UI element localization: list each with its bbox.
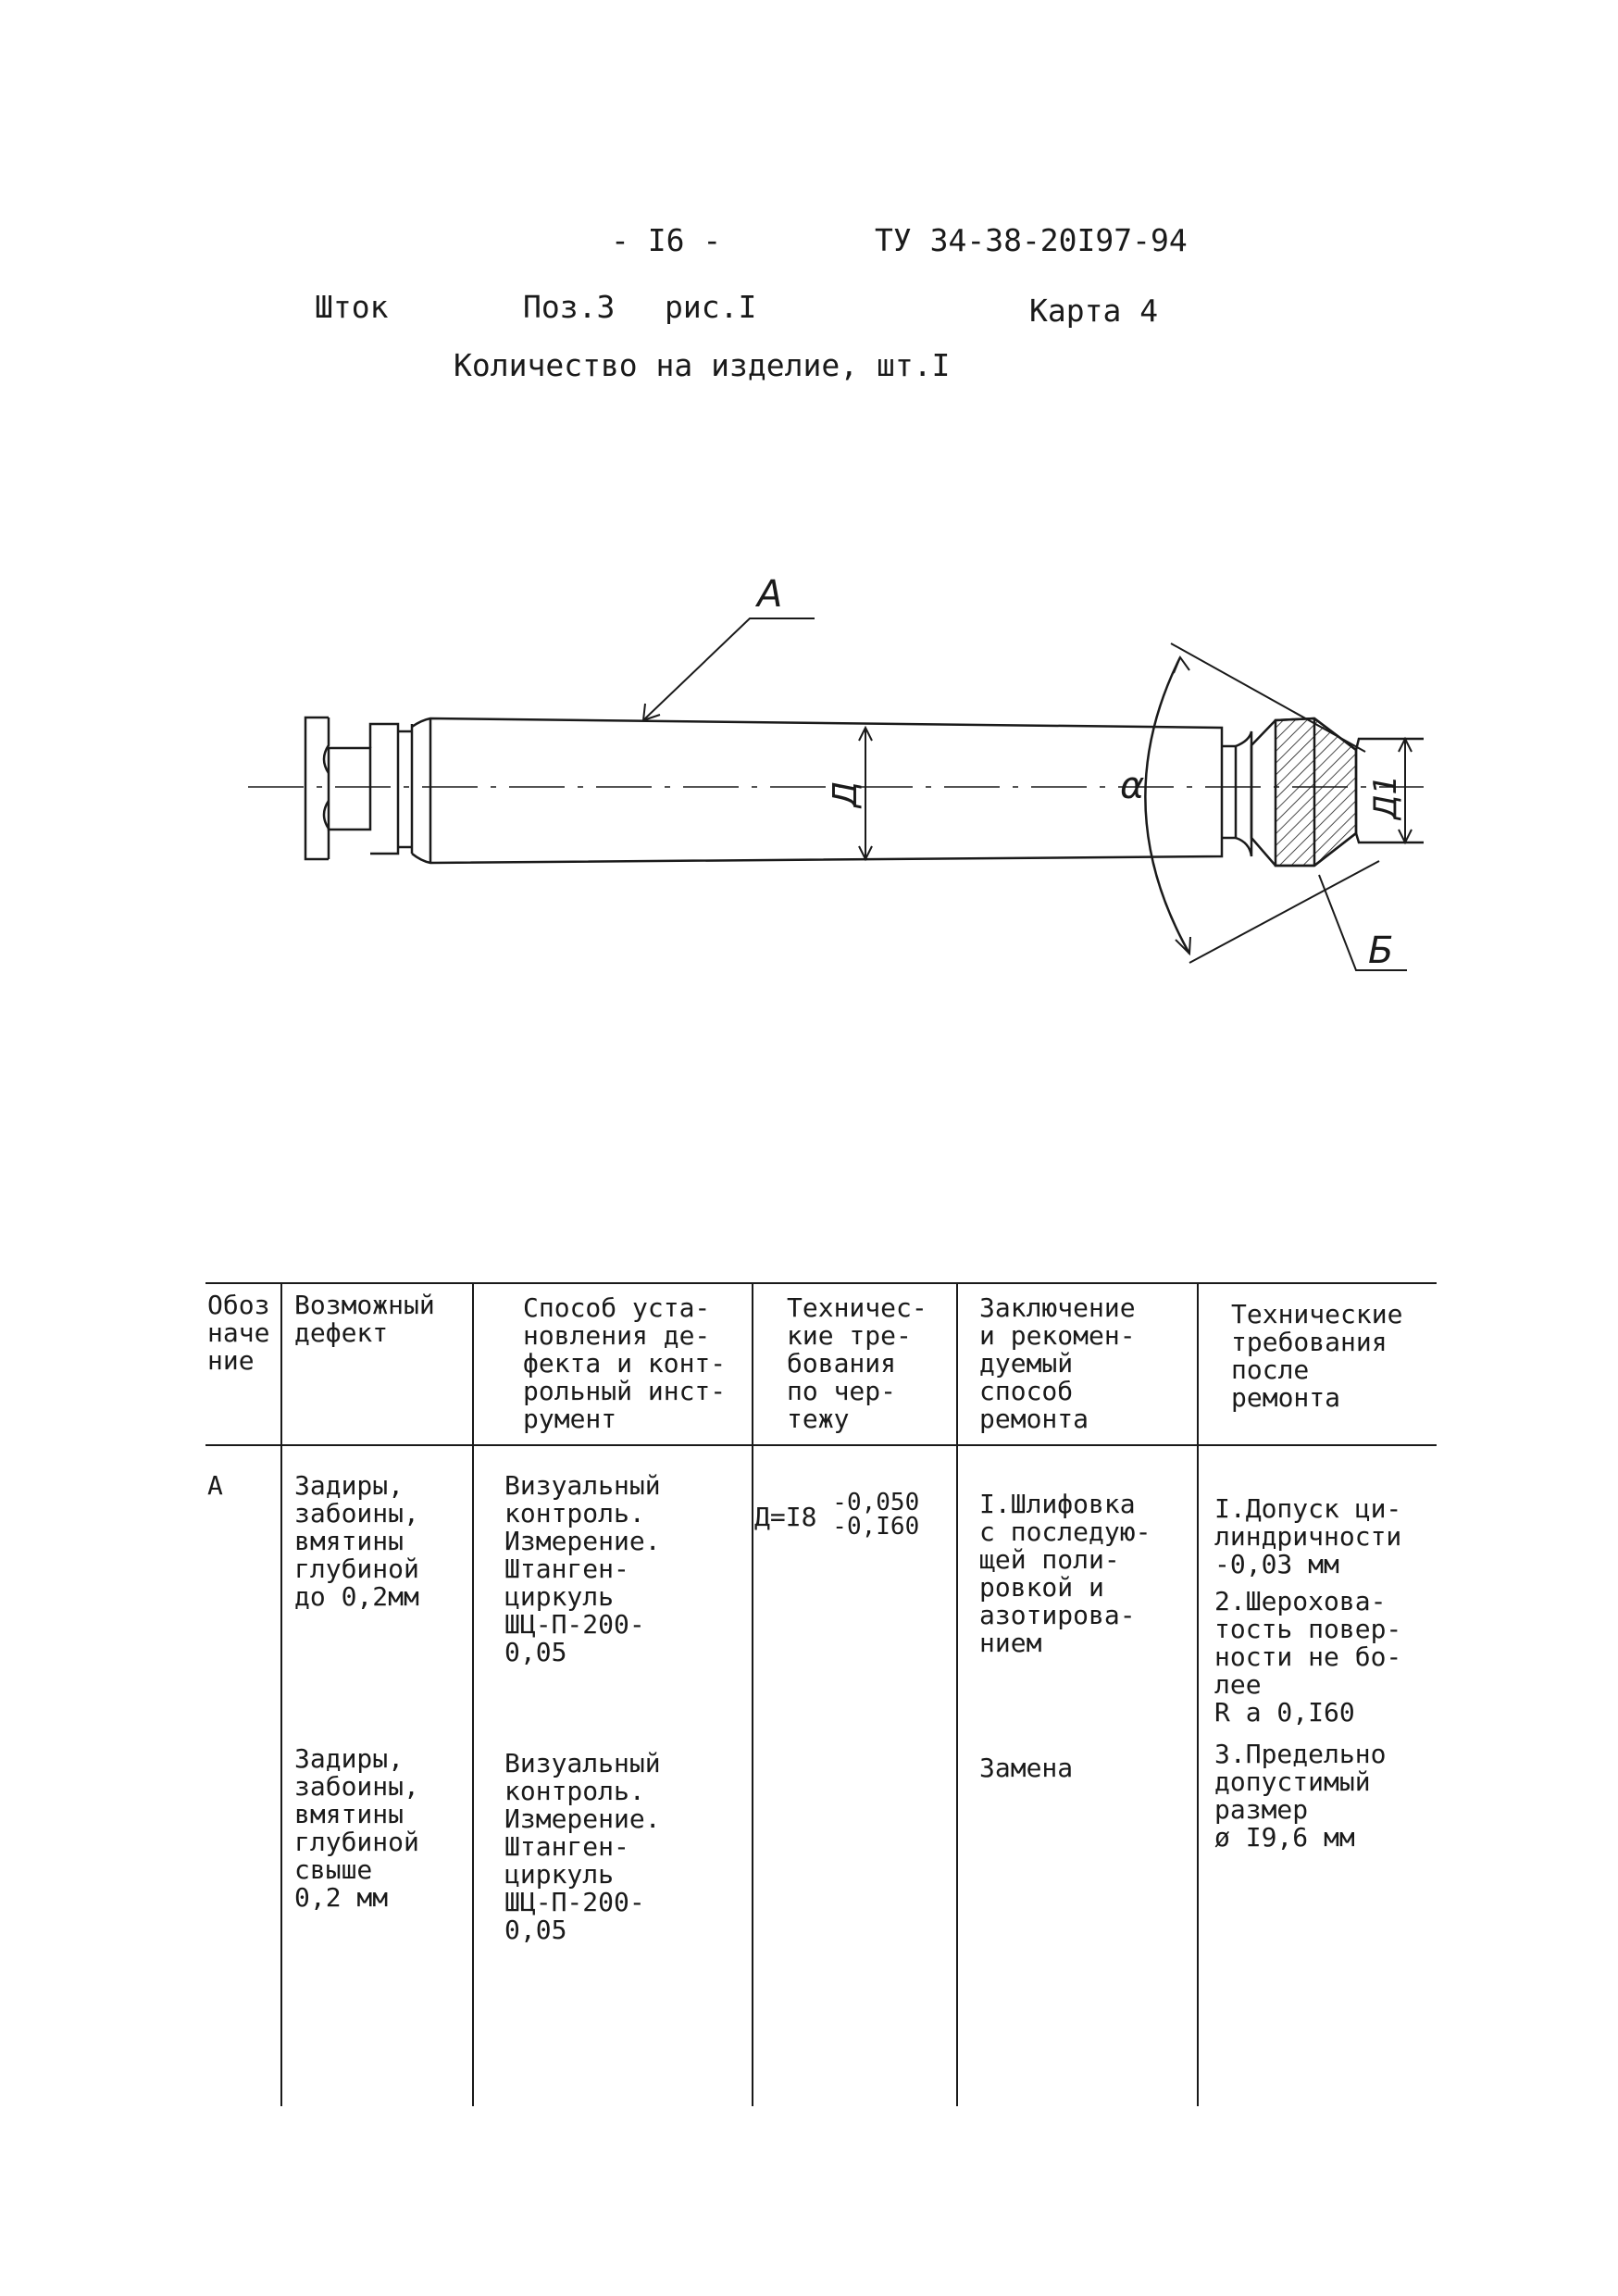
after-repair-2: 2.Шерохова- тость повер- ности не бо- лее R а 0,I60 <box>1214 1586 1402 1728</box>
shaft-left-end <box>305 718 329 859</box>
shaft-collar <box>329 748 370 830</box>
label-b: Б <box>1368 930 1394 972</box>
angle-extension-top <box>1171 643 1365 752</box>
conclusion-2: Замена <box>979 1753 1074 1783</box>
table-col-divider-4 <box>956 1282 958 2106</box>
header-after-repair: Технические требования после ремонта <box>1231 1299 1403 1413</box>
defect-2: Задиры, забоины, вмятины глубиной свыше 0,2 мм <box>294 1743 419 1913</box>
quantity-label: Количество на изделие, шт.I <box>454 347 951 383</box>
method-2: Визуальный контроль. Измерение. Штанген- циркуль ШЦ-П-200- 0,05 <box>504 1748 661 1945</box>
header-defect: Возможный дефект <box>294 1290 435 1348</box>
label-d1: Д1 <box>1367 774 1404 819</box>
page-number: - I6 - <box>611 222 722 258</box>
document-code: ТУ 34-38-20I97-94 <box>875 222 1188 258</box>
header-drawing-requirements: Техничес- кие тре- бования по чер- тежу <box>787 1292 927 1434</box>
table-header-line <box>205 1444 1437 1446</box>
method-1: Визуальный контроль. Измерение. Штанген- циркуль ШЦ-П-200- 0,05 <box>504 1470 661 1667</box>
label-a: А <box>757 573 783 616</box>
conclusion-1: I.Шлифовка с последую- щей поли- ровкой и азотирова- нием <box>979 1489 1151 1658</box>
header-method: Способ уста- новления де- фекта и конт- рольный инст- румент <box>523 1292 727 1434</box>
req-prefix: Д=I8 <box>754 1502 817 1532</box>
designation-cell: А <box>207 1470 223 1501</box>
req-upper: -0,050 <box>832 1489 920 1516</box>
table-col-divider-1 <box>280 1282 282 2106</box>
label-alpha: α <box>1120 765 1145 807</box>
table-col-divider-2 <box>472 1282 474 2106</box>
angle-arc <box>1145 657 1189 954</box>
shaft-grooves <box>370 724 412 854</box>
req-lower: -0,I60 <box>832 1513 920 1541</box>
label-d: Д <box>827 780 865 807</box>
leader-a <box>643 618 815 720</box>
shaft-neck <box>1222 746 1236 838</box>
shaft-body <box>412 718 1222 863</box>
after-repair-3: 3.Предельно допустимый размер ø I9,6 мм <box>1214 1739 1387 1853</box>
position-label: Поз.3 <box>523 289 616 325</box>
figure-label: рис.I <box>665 289 757 325</box>
header-conclusion: Заключение и рекомен- дуемый способ ремонта <box>979 1292 1136 1434</box>
header-designation: Обоз наче ние <box>207 1290 270 1376</box>
drawing-requirement <box>754 1491 919 1539</box>
card-label: Карта 4 <box>1029 293 1159 329</box>
after-repair-1: I.Допуск ци- линдричности -0,03 мм <box>1214 1493 1402 1579</box>
leader-b <box>1319 875 1407 970</box>
table-col-divider-3 <box>752 1282 753 2106</box>
part-name: Шток <box>315 289 389 325</box>
table-col-divider-5 <box>1197 1282 1199 2106</box>
angle-extension-bottom <box>1189 861 1379 963</box>
shaft-drawing <box>0 0 1618 1065</box>
defect-1: Задиры, забоины, вмятины глубиной до 0,2мм <box>294 1470 419 1612</box>
table-top-line <box>205 1282 1437 1284</box>
